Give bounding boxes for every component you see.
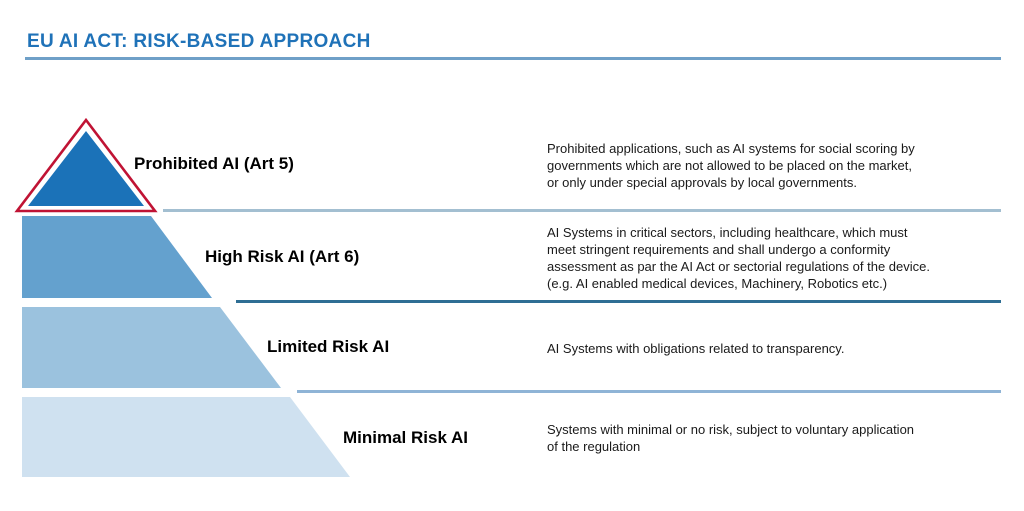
divider-under-high-risk-row — [236, 300, 1001, 303]
level-label-minimal-risk: Minimal Risk AI — [343, 428, 469, 447]
description-line: assessment as par the AI Act or sectorial regulations of the device. — [547, 259, 930, 274]
title-underline — [25, 57, 1001, 60]
description-line: meet stringent requirements and shall undergo a conformity — [547, 242, 891, 257]
level-label-prohibited: Prohibited AI (Art 5) — [134, 154, 294, 173]
description-line: AI Systems in critical sectors, including healthcare, which must — [547, 225, 908, 240]
description-line: of the regulation — [547, 439, 641, 454]
description-line: AI Systems with obligations related to transparency. — [547, 341, 845, 356]
level-label-high-risk: High Risk AI (Art 6) — [205, 247, 360, 266]
page-title: EU AI ACT: RISK-BASED APPROACH — [27, 31, 371, 52]
pyramid-tier-minimal-risk — [22, 397, 354, 477]
divider-under-prohibited-row — [163, 209, 1001, 212]
description-line: Systems with minimal or no risk, subject to voluntary application — [547, 422, 915, 437]
description-line: or only under special approvals by local governments. — [547, 175, 858, 190]
level-label-limited-risk: Limited Risk AI — [267, 337, 390, 356]
level-description-limited-risk — [547, 340, 1009, 357]
level-description-minimal-risk — [547, 421, 1009, 455]
divider-under-limited-risk-row — [297, 390, 1001, 393]
pyramid-tier-limited-risk — [22, 307, 284, 388]
description-line: Prohibited applications, such as AI systems for social scoring by — [547, 141, 915, 156]
description-line: governments which are not allowed to be placed on the market, — [547, 158, 912, 173]
level-description-prohibited — [547, 140, 1009, 191]
level-description-high-risk — [547, 224, 1009, 292]
description-line: (e.g. AI enabled medical devices, Machinery, Robotics etc.) — [547, 276, 888, 291]
pyramid-tier-high-risk — [22, 216, 214, 298]
